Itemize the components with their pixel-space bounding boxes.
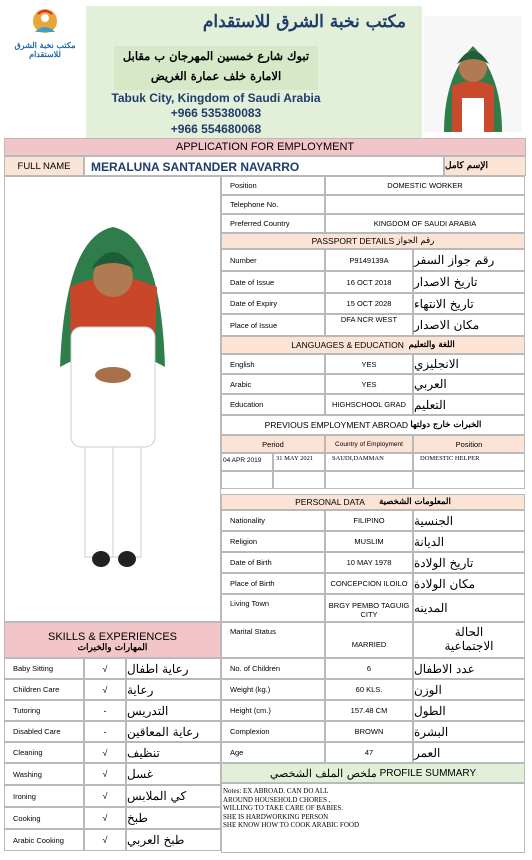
language-value: YES — [325, 374, 413, 394]
skill-mark: - — [84, 721, 126, 742]
skills-title-ar: المهارات والخبرات — [77, 643, 148, 653]
personal-value: BRGY PEMBO TAGUIG CITY — [325, 594, 413, 622]
language-label-ar: التعليم — [413, 394, 525, 415]
passport-label: Number — [221, 249, 325, 271]
personal-value: CONCEPCION ILOILO — [325, 573, 413, 594]
passport-value: 16 OCT 2018 — [325, 271, 413, 293]
skill-label: Cooking — [4, 807, 84, 829]
basic-label: Telephone No. — [221, 195, 325, 214]
agency-logo — [5, 6, 85, 58]
skill-label: Baby Sitting — [4, 658, 84, 679]
passport-title-ar: رقم الجواز — [396, 236, 435, 246]
passport-label-ar: مكان الاصدار — [413, 314, 525, 336]
office-name-ar: مكتب نخبة الشرق للاستقدام — [202, 12, 406, 32]
skill-label-ar: رعاية المعاقين — [126, 721, 221, 742]
passport-title-en: PASSPORT DETAILS — [311, 236, 395, 246]
personal-label-ar: عدد الاطفال — [413, 658, 525, 679]
full-name-label: FULL NAME — [4, 156, 84, 176]
personal-value: MARRIED — [325, 622, 413, 658]
employment-from: 04 APR 2019 — [221, 453, 273, 471]
full-name-label-ar: الإسم كامل — [444, 156, 526, 176]
personal-label: Marital Status — [221, 622, 325, 658]
skill-mark: √ — [84, 807, 126, 829]
language-label: Education — [221, 394, 325, 415]
profile-header — [221, 763, 525, 783]
form-title: APPLICATION FOR EMPLOYMENT — [4, 138, 526, 156]
personal-value: 60 KLS. — [325, 679, 413, 700]
employment-empty-row — [221, 471, 273, 489]
personal-value: 10 MAY 1978 — [325, 552, 413, 573]
language-value: HIGHSCHOOL GRAD — [325, 394, 413, 415]
employment-empty-row — [413, 471, 525, 489]
skill-label-ar: التدريس — [126, 700, 221, 721]
skill-label: Tutoring — [4, 700, 84, 721]
passport-label: Date of Issue — [221, 271, 325, 293]
personal-value: BROWN — [325, 721, 413, 742]
personal-label: Age — [221, 742, 325, 763]
skill-label: Ironing — [4, 785, 84, 807]
profile-note-line: SHE IS HARDWORKING PERSON — [223, 812, 329, 821]
profile-note-line: WILLING TO TAKE CARE OF BABIES. — [223, 804, 343, 812]
profile-title-en: PROFILE SUMMARY — [379, 767, 477, 779]
headshot-photo — [424, 16, 522, 132]
skill-label-ar: طبخ العربي — [126, 829, 221, 851]
passport-value: P9149139A — [325, 249, 413, 271]
skills-title-en: SKILLS & EXPERIENCES — [48, 631, 177, 643]
personal-label-ar: الطول — [413, 700, 525, 721]
full-name-value: MERALUNA SANTANDER NAVARRO — [84, 156, 444, 176]
basic-label: Preferred Country — [221, 214, 325, 233]
personal-label-ar: تاريخ الولادة — [413, 552, 525, 573]
profile-note-line: SHE KNOW HOW TO COOK ARABIC FOOD — [223, 821, 359, 829]
employment-col-position: Position — [413, 435, 525, 453]
employment-position: DOMESTIC HELPER — [413, 453, 525, 471]
skill-label-ar: طبخ — [126, 807, 221, 829]
language-label-ar: الانجليزي — [413, 354, 525, 374]
languages-title-en: LANGUAGES & EDUCATION — [291, 340, 404, 350]
employment-empty-row — [325, 471, 413, 489]
skills-header — [4, 622, 221, 658]
personal-header — [221, 494, 525, 510]
personal-label-ar: الجنسية — [413, 510, 525, 531]
phone-2: +966 554680068 — [170, 122, 262, 136]
personal-label-ar: البشرة — [413, 721, 525, 742]
employment-empty-row — [273, 471, 325, 489]
employment-country: SAUDI,DAMMAN — [325, 453, 413, 471]
passport-header — [221, 233, 525, 249]
personal-value: MUSLIM — [325, 531, 413, 552]
employment-title-en: PREVIOUS EMPLOYMENT ABROAD — [264, 420, 409, 430]
personal-label: Nationality — [221, 510, 325, 531]
personal-value: 47 — [325, 742, 413, 763]
language-label-ar: العربي — [413, 374, 525, 394]
profile-note-line: AROUND HOUSEHOLD CHORES , — [223, 795, 331, 804]
skill-mark: - — [84, 700, 126, 721]
employment-header — [221, 415, 525, 435]
personal-label: Place of Birth — [221, 573, 325, 594]
passport-label: Place of Issue — [221, 314, 325, 336]
personal-label-ar: الحالة الاجتماعية — [413, 622, 525, 658]
personal-value: FILIPINO — [325, 510, 413, 531]
skill-label: Cleaning — [4, 742, 84, 763]
language-label: Arabic — [221, 374, 325, 394]
personal-label-ar: العمر — [413, 742, 525, 763]
personal-label-ar: مكان الولادة — [413, 573, 525, 594]
skill-mark: √ — [84, 763, 126, 785]
profile-note-line: Notes: EX ABROAD. CAN DO ALL — [223, 787, 329, 795]
skill-label-ar: رعاية اطفال — [126, 658, 221, 679]
passport-label-ar: رقم جواز السفر — [413, 249, 525, 271]
header — [0, 0, 532, 138]
skill-label: Arabic Cooking — [4, 829, 84, 851]
passport-label-ar: تاريخ الانتهاء — [413, 293, 525, 314]
employment-to: 31 MAY 2021 — [273, 453, 325, 471]
personal-label-ar: الديانة — [413, 531, 525, 552]
profile-title-ar: ملخص الملف الشخصي — [269, 766, 377, 780]
language-value: YES — [325, 354, 413, 374]
profile-notes — [221, 783, 525, 853]
personal-label: Date of Birth — [221, 552, 325, 573]
employment-title-ar: الخبرات خارج دولتها — [410, 420, 482, 430]
personal-value: 6 — [325, 658, 413, 679]
passport-value: DFA NCR WEST — [325, 314, 413, 336]
personal-label-ar: المدينه — [413, 594, 525, 622]
personal-label: Complexion — [221, 721, 325, 742]
employment-col-country: Country of Employment — [325, 435, 413, 453]
city-en: Tabuk City, Kingdom of Saudi Arabia — [111, 91, 321, 105]
skill-label-ar: تنظيف — [126, 742, 221, 763]
logo-emblem-icon — [5, 6, 85, 36]
full-body-photo — [4, 176, 221, 622]
skill-mark: √ — [84, 679, 126, 700]
skill-label-ar: رعاية — [126, 679, 221, 700]
skill-mark: √ — [84, 785, 126, 807]
personal-label: Height (cm.) — [221, 700, 325, 721]
basic-value — [325, 195, 525, 214]
personal-label: Weight (kg.) — [221, 679, 325, 700]
employment-col-period: Period — [221, 435, 325, 453]
personal-title-en: PERSONAL DATA — [295, 497, 365, 507]
skill-label: Disabled Care — [4, 721, 84, 742]
basic-value: DOMESTIC WORKER — [325, 176, 525, 195]
languages-title-ar: اللغة والتعليم — [408, 340, 455, 350]
skill-label-ar: غسل — [126, 763, 221, 785]
skill-mark: √ — [84, 829, 126, 851]
basic-label: Position — [221, 176, 325, 195]
personal-label: Religion — [221, 531, 325, 552]
skill-mark: √ — [84, 742, 126, 763]
personal-label: No. of Children — [221, 658, 325, 679]
personal-label: Living Town — [221, 594, 325, 622]
skill-mark: √ — [84, 658, 126, 679]
personal-value: 157.48 CM — [325, 700, 413, 721]
address-ar-line1: تبوك شارع خمسين المهرجان ب مقابل — [122, 49, 310, 63]
skill-label: Children Care — [4, 679, 84, 700]
languages-header — [221, 336, 525, 354]
skill-label: Washing — [4, 763, 84, 785]
personal-title-ar: المعلومات الشخصية — [379, 497, 451, 507]
skill-label-ar: كي الملابس — [126, 785, 221, 807]
passport-value: 15 OCT 2028 — [325, 293, 413, 314]
logo-text: مكتب نخبة الشرق للاستقدام — [14, 40, 76, 59]
language-label: English — [221, 354, 325, 374]
phone-1: +966 535380083 — [170, 106, 262, 120]
basic-value: KINGDOM OF SAUDI ARABIA — [325, 214, 525, 233]
passport-label-ar: تاريخ الاصدار — [413, 271, 525, 293]
personal-label-ar: الوزن — [413, 679, 525, 700]
address-ar-line2: الامارة خلف عمارة الغريض — [150, 69, 282, 83]
header-panel — [86, 6, 422, 138]
passport-label: Date of Expiry — [221, 293, 325, 314]
